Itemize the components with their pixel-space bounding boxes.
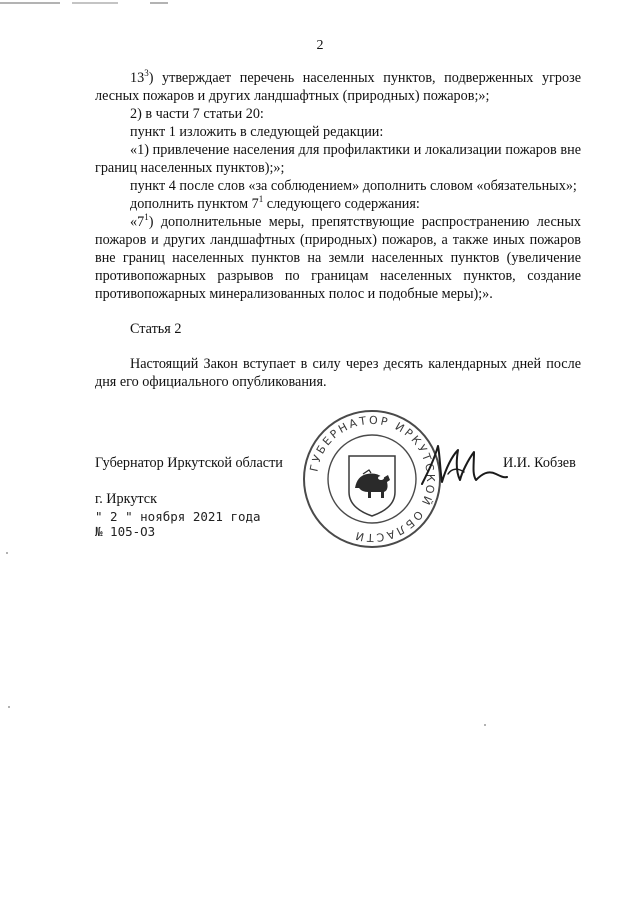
paragraph-add-point-7-1: дополнить пунктом $7^1$ следующего содержания: xyxy=(130,194,420,212)
body-text xyxy=(95,69,581,391)
paragraph-item-13-3: $13^3$) утверждает перечень населенных пунктов, подверженных угрозе лесных пожаров и других ландшафтных (природных) пожаров;»; xyxy=(95,68,581,104)
paragraph-point-4-edit: пункт 4 после слов «за соблюдением» дополнить словом «обязательных»; xyxy=(130,178,577,194)
signer-name: И.И. Кобзев xyxy=(503,455,576,471)
article-heading: Статья 2 xyxy=(130,321,182,337)
paragraph-entry-into-force: Настоящий Закон вступает в силу через десять календарных дней после дня его официального опубликования. xyxy=(95,356,581,390)
paragraph-point-1-edit: пункт 1 изложить в следующей редакции: xyxy=(130,124,384,140)
scan-speck xyxy=(8,706,10,708)
babr-coat-of-arms-icon xyxy=(349,456,395,516)
handwritten-signature xyxy=(418,438,508,498)
governor-title: Губернатор Иркутской области xyxy=(95,455,283,471)
paragraph-part-7-article-20: 2) в части 7 статьи 20: xyxy=(130,106,264,122)
scan-speck xyxy=(484,724,486,726)
page-number: 2 xyxy=(316,38,324,53)
date-line: " 2 " ноября 2021 года xyxy=(95,509,261,524)
seal-ring-text: ГУБЕРНАТОР ИРКУТСКОЙ ОБЛАСТИ xyxy=(307,413,438,545)
law-number: № 105-ОЗ xyxy=(95,524,156,539)
scan-edge-marks xyxy=(0,0,640,12)
city-label: г. Иркутск xyxy=(95,491,157,507)
scan-speck xyxy=(6,552,8,554)
paragraph-point-7-1-text: «$7^1$) дополнительные меры, препятствующие распространению лесных пожаров и других ландшафтных (природных) пожаров, а также иных пожаров вне границ населенных пунктов на земли населенных пунктов (увеличение противопожарных разрывов по границам населенных пунктов, создание противопожарных минерализованных полос и подобные меры);». xyxy=(95,212,581,302)
paragraph-point-1-text: «1) привлечение населения для профилактики и локализации пожаров вне границ населенных пунктов);»; xyxy=(95,142,581,176)
